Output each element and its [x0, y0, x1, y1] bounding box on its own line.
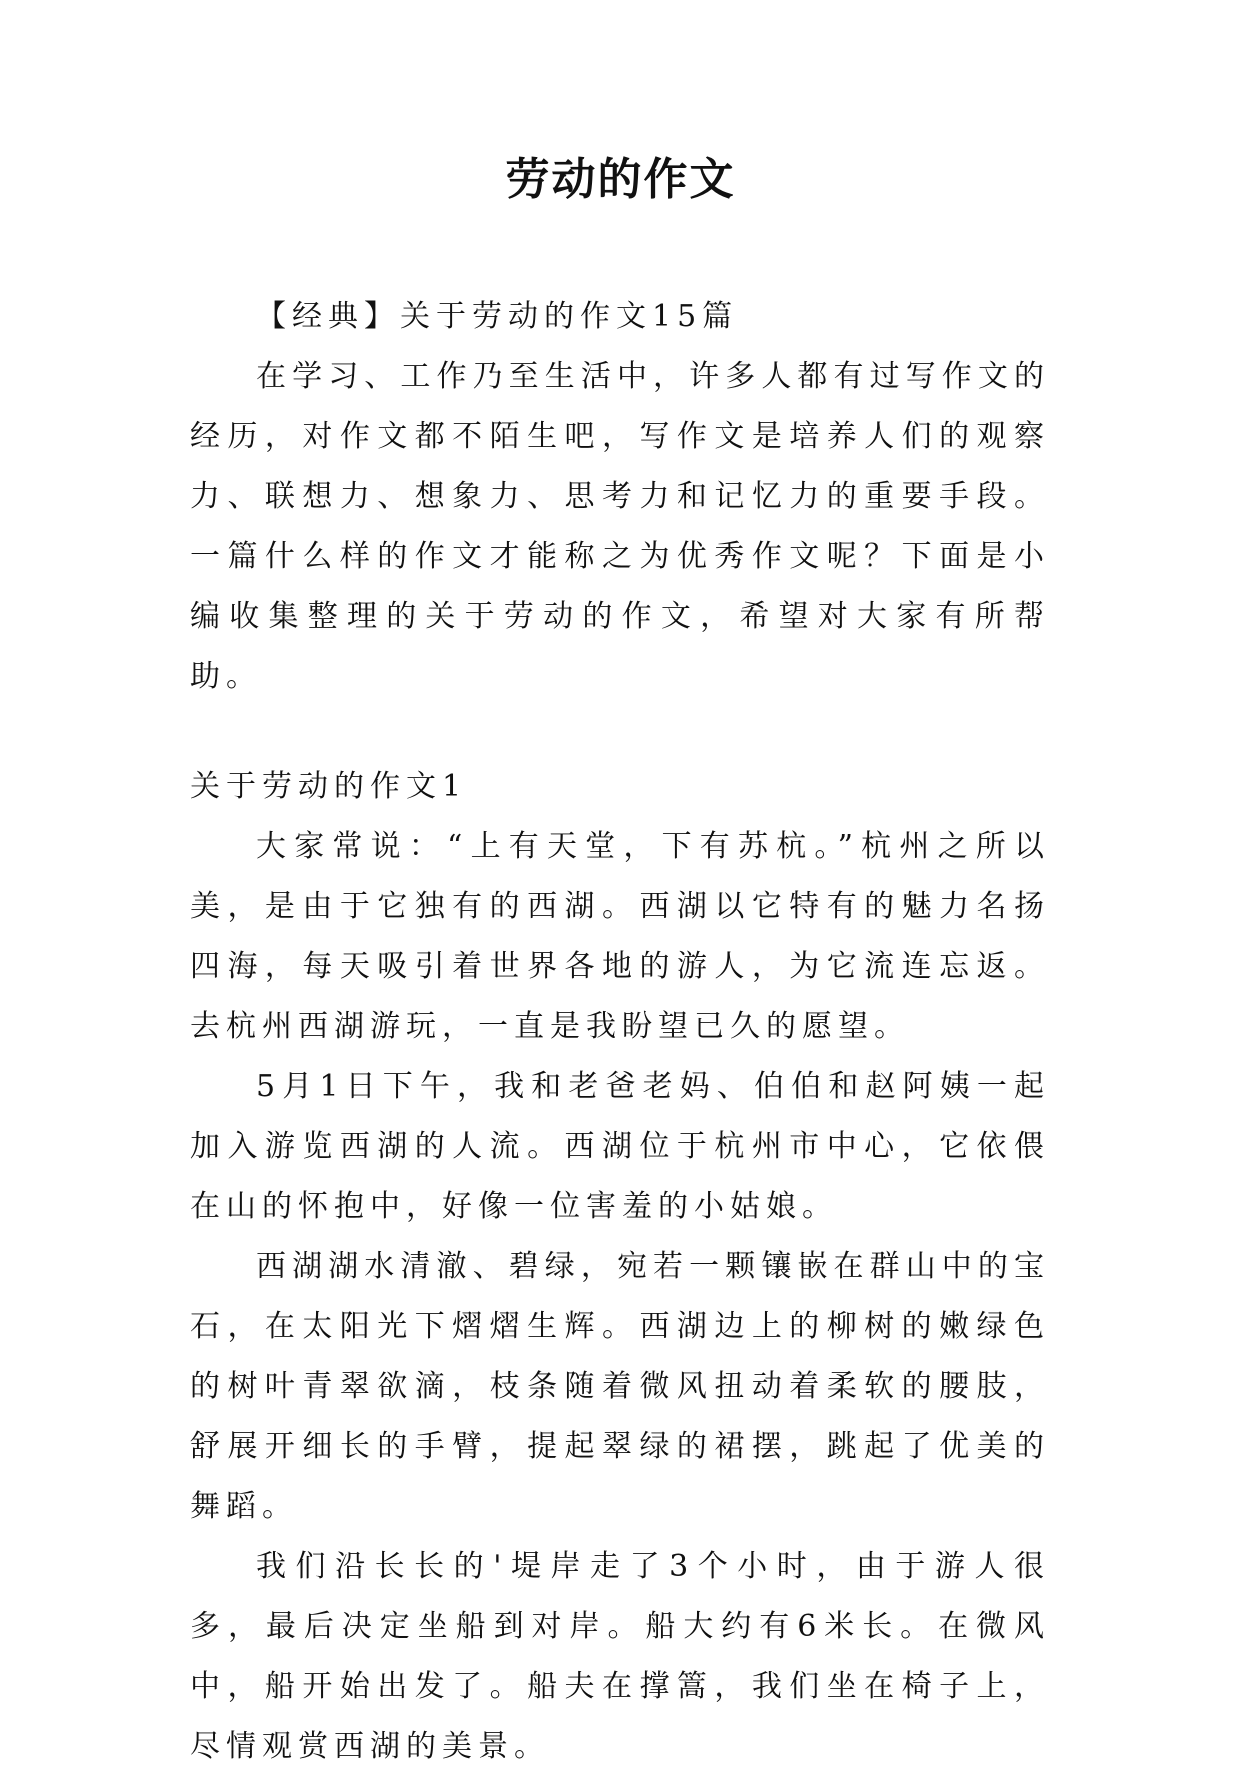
body-paragraph: 我们沿长长的'堤岸走了3个小时，由于游人很多，最后决定坐船到对岸。船大约有6米长。在微风中，船开始出发了。船夫在撑篙，我们坐在椅子上，尽情观赏西湖的美景。	[190, 1549, 1050, 1764]
intro-paragraph: 在学习、工作乃至生活中，许多人都有过写作文的经历，对作文都不陌生吧，写作文是培养人们的观察力、联想力、想象力、思考力和记忆力的重要手段。一篇什么样的作文才能称之为优秀作文呢？下面是小编收集整理的关于劳动的作文，希望对大家有所帮助。	[190, 359, 1050, 694]
body-paragraph: 西湖湖水清澈、碧绿，宛若一颗镶嵌在群山中的宝石，在太阳光下熠熠生辉。西湖边上的柳树的嫩绿色的树叶青翠欲滴，枝条随着微风扭动着柔软的腰肢，舒展开细长的手臂，提起翠绿的裙摆，跳起了优美的舞蹈。	[190, 1249, 1050, 1524]
document-subtitle: 【经典】关于劳动的作文15篇	[256, 299, 739, 334]
body-paragraph: 5月1日下午，我和老爸老妈、伯伯和赵阿姨一起加入游览西湖的人流。西湖位于杭州市中心，它依偎在山的怀抱中，好像一位害羞的小姑娘。	[190, 1069, 1050, 1224]
body-paragraph: 大家常说：“上有天堂，下有苏杭。”杭州之所以美，是由于它独有的西湖。西湖以它特有的魅力名扬四海，每天吸引着世界各地的游人，为它流连忘返。去杭州西湖游玩，一直是我盼望已久的愿望。	[190, 829, 1050, 1044]
document-body	[190, 287, 1050, 1777]
section-heading: 关于劳动的作文1	[190, 769, 468, 804]
section-spacer	[190, 707, 1050, 757]
document-title: 劳动的作文	[505, 154, 736, 205]
